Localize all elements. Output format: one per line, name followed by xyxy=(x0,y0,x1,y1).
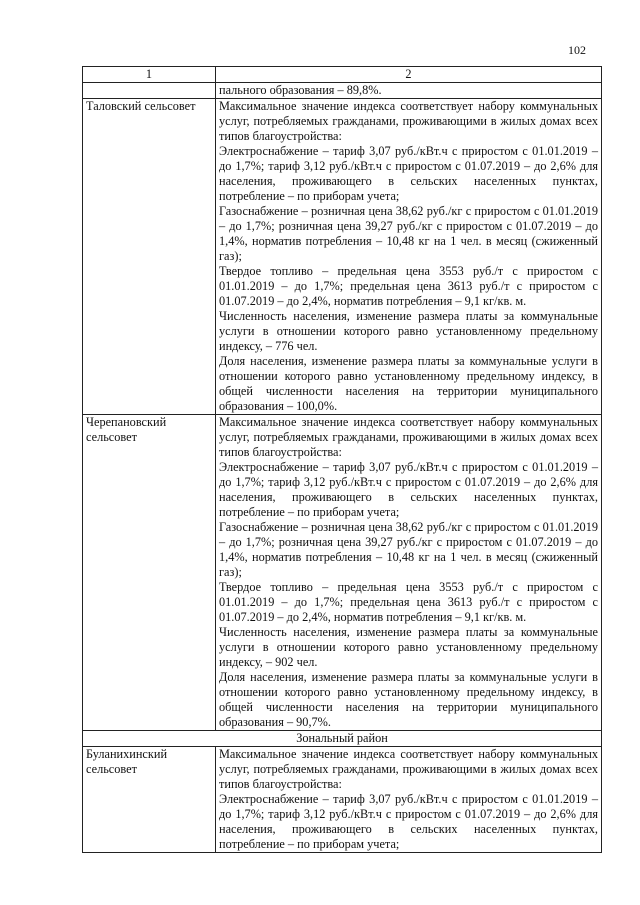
continuation-name-cell xyxy=(83,83,216,99)
description-paragraph: Электроснабжение – тариф 3,07 руб./кВт.ч с приростом с 01.01.2019 – до 1,7%; тариф 3,12 руб./кВт.ч с приростом с 01.07.2019 – до 2,6% для населения, проживающего в сельских населенных пунктах, потребление – по приборам учета; xyxy=(219,460,598,519)
continuation-text: пального образования – 89,8%. xyxy=(216,83,602,99)
column-header-2: 2 xyxy=(216,67,602,83)
table-row xyxy=(83,747,602,853)
description-paragraph: Газоснабжение – розничная цена 38,62 руб./кг с приростом с 01.01.2019 – до 1,7%; розничная цена 39,27 руб./кг с приростом с 01.07.2019 – до 1,4%, норматив потребления – 10,48 кг на 1 чел. в месяц (сжиженный газ); xyxy=(219,520,598,579)
description-paragraph: Газоснабжение – розничная цена 38,62 руб./кг с приростом с 01.01.2019 – до 1,7%; розничная цена 39,27 руб./кг с приростом с 01.07.2019 – до 1,4%, норматив потребления – 10,48 кг на 1 чел. в месяц (сжиженный газ); xyxy=(219,204,598,263)
description-paragraph: Максимальное значение индекса соответствует набору коммунальных услуг, потребляемых гражданами, проживающими в жилых домах всех типов благоустройства: xyxy=(219,415,598,459)
municipality-name: Таловский сельсовет xyxy=(83,99,216,415)
description-paragraph: Доля населения, изменение размера платы за коммунальные услуги в отношении которого равно установленному предельному индексу, в общей численности населения на территории муниципального образования – 100,0%. xyxy=(219,354,598,413)
description-paragraph: Твердое топливо – предельная цена 3553 руб./т с приростом с 01.01.2019 – до 1,7%; предельная цена 3613 руб./т с приростом с 01.07.2019 – до 2,4%, норматив потребления – 9,1 кг/кв. м. xyxy=(219,580,598,624)
page-number: 102 xyxy=(568,43,586,57)
municipality-description xyxy=(216,747,602,853)
description-paragraph: Твердое топливо – предельная цена 3553 руб./т с приростом с 01.01.2019 – до 1,7%; предельная цена 3613 руб./т с приростом с 01.07.2019 – до 2,4%, норматив потребления – 9,1 кг/кв. м. xyxy=(219,264,598,308)
municipality-table xyxy=(82,66,602,853)
continuation-row xyxy=(83,83,602,99)
description-paragraph: Максимальное значение индекса соответствует набору коммунальных услуг, потребляемых гражданами, проживающими в жилых домах всех типов благоустройства: xyxy=(219,99,598,143)
column-header-1: 1 xyxy=(83,67,216,83)
zone-header-row xyxy=(83,731,602,747)
municipality-description xyxy=(216,415,602,731)
table-header-row xyxy=(83,67,602,83)
table-row xyxy=(83,415,602,731)
description-paragraph: Численность населения, изменение размера платы за коммунальные услуги в отношении которого равно установленному предельному индексу, – 902 чел. xyxy=(219,625,598,669)
table-row xyxy=(83,99,602,415)
description-paragraph: Максимальное значение индекса соответствует набору коммунальных услуг, потребляемых гражданами, проживающими в жилых домах всех типов благоустройства: xyxy=(219,747,598,791)
municipality-name: Буланихинский сельсовет xyxy=(83,747,216,853)
municipality-description xyxy=(216,99,602,415)
zone-title: Зональный район xyxy=(83,731,602,747)
description-paragraph: Численность населения, изменение размера платы за коммунальные услуги в отношении которого равно установленному предельному индексу, – 776 чел. xyxy=(219,309,598,353)
description-paragraph: Доля населения, изменение размера платы за коммунальные услуги в отношении которого равно установленному предельному индексу, в общей численности населения на территории муниципального образования – 90,7%. xyxy=(219,670,598,729)
description-paragraph: Электроснабжение – тариф 3,07 руб./кВт.ч с приростом с 01.01.2019 – до 1,7%; тариф 3,12 руб./кВт.ч с приростом с 01.07.2019 – до 2,6% для населения, проживающего в сельских населенных пунктах, потребление – по приборам учета; xyxy=(219,144,598,203)
description-paragraph: Электроснабжение – тариф 3,07 руб./кВт.ч с приростом с 01.01.2019 – до 1,7%; тариф 3,12 руб./кВт.ч с приростом с 01.07.2019 – до 2,6% для населения, проживающего в сельских населенных пунктах, потребление – по приборам учета; xyxy=(219,792,598,851)
municipality-name: Черепановский сельсовет xyxy=(83,415,216,731)
